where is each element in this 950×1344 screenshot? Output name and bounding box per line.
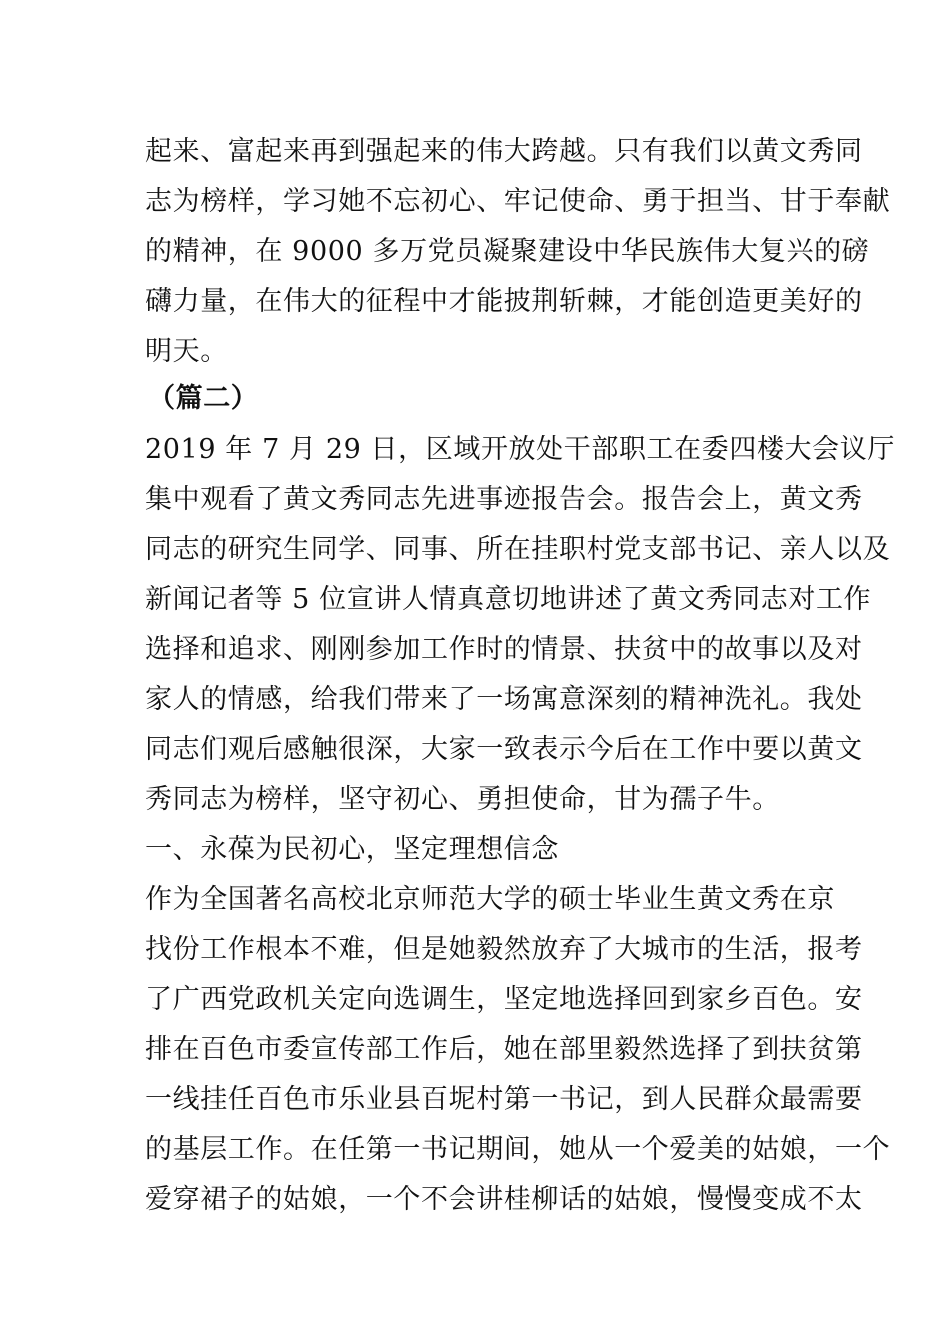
text-line: 明天。 [145,336,228,367]
text-line: 选择和追求、刚刚参加工作时的情景、扶贫中的故事以及对 [145,634,863,665]
text-line: 家人的情感，给我们带来了一场寓意深刻的精神洗礼。我处 [145,684,863,715]
text-line: 志为榜样，学习她不忘初心、牢记使命、勇于担当、甘于奉献 [145,186,891,217]
text-line: 2019 年 7 月 29 日，区域开放处干部职工在委四楼大会议厅 [145,434,895,465]
text-line: 一线挂任百色市乐业县百坭村第一书记，到人民群众最需要 [145,1084,863,1115]
text-line: 排在百色市委宣传部工作后，她在部里毅然选择了到扶贫第 [145,1034,863,1065]
text-line: 同志的研究生同学、同事、所在挂职村党支部书记、亲人以及 [145,534,891,565]
text-line: 的精神，在 9000 多万党员凝聚建设中华民族伟大复兴的磅 [145,236,870,267]
text-line: 作为全国著名高校北京师范大学的硕士毕业生黄文秀在京 [145,884,835,915]
text-line: 找份工作根本不难，但是她毅然放弃了大城市的生活，报考 [145,934,863,965]
text-line: 了广西党政机关定向选调生，坚定地选择回到家乡百色。安 [145,984,863,1015]
text-line: 礴力量，在伟大的征程中才能披荆斩棘，才能创造更美好的 [145,286,863,317]
section-heading: （篇二） [148,383,259,414]
text-line: 同志们观后感触很深，大家一致表示今后在工作中要以黄文 [145,734,863,765]
text-line: 新闻记者等 5 位宣讲人情真意切地讲述了黄文秀同志对工作 [145,584,872,615]
text-line: 秀同志为榜样，坚守初心、勇担使命，甘为孺子牛。 [145,784,780,815]
text-line: 集中观看了黄文秀同志先进事迹报告会。报告会上，黄文秀 [145,484,863,515]
subheading: 一、永葆为民初心，坚定理想信念 [145,834,559,865]
text-line: 的基层工作。在任第一书记期间，她从一个爱美的姑娘，一个 [145,1134,891,1165]
text-line: 起来、富起来再到强起来的伟大跨越。只有我们以黄文秀同 [145,136,863,167]
text-line: 爱穿裙子的姑娘，一个不会讲桂柳话的姑娘，慢慢变成不太 [145,1184,863,1215]
